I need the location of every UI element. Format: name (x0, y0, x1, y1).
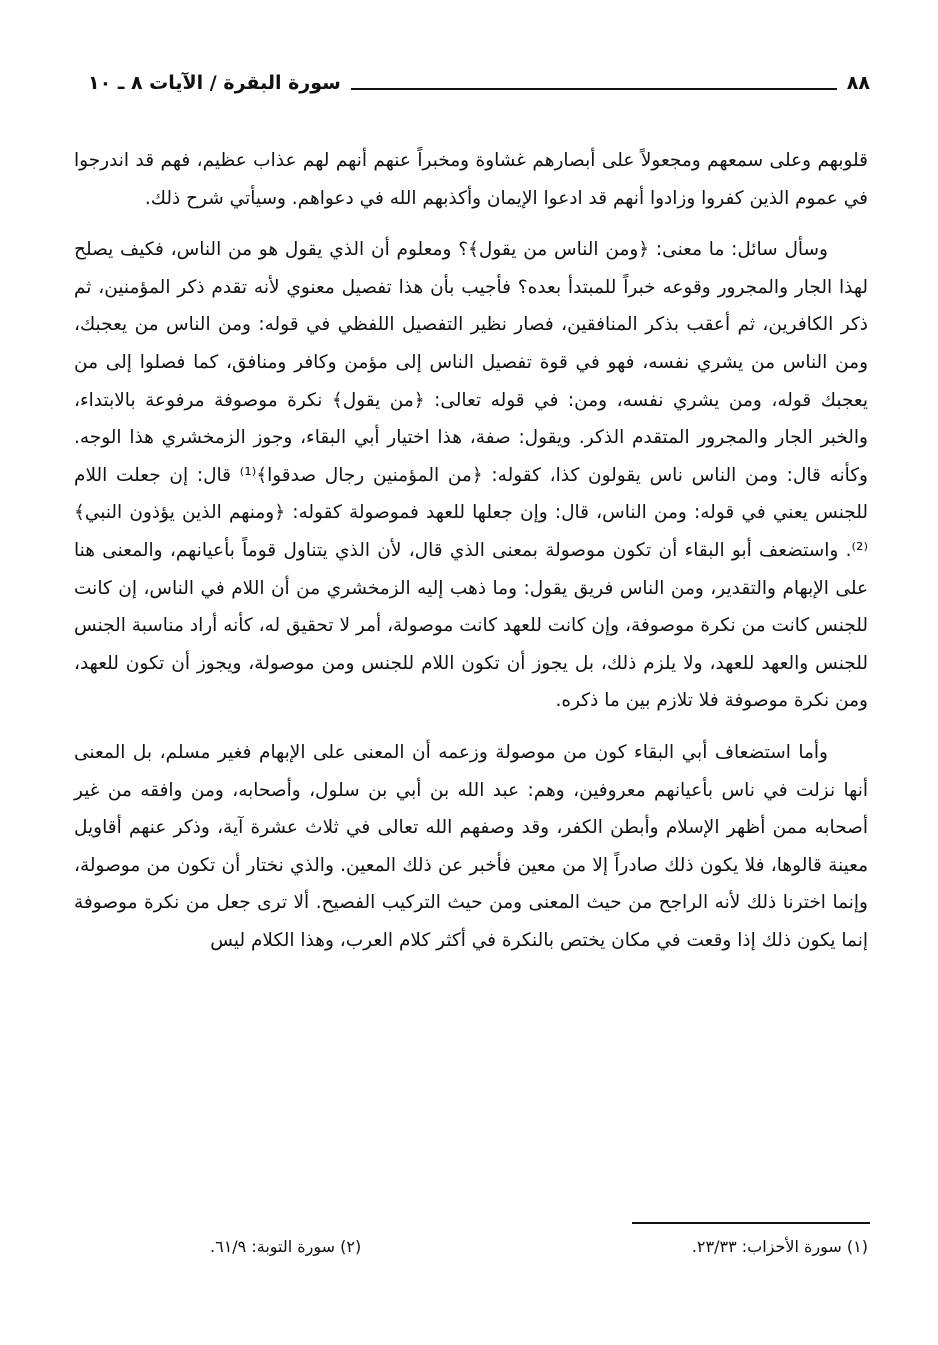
main-text (74, 142, 868, 959)
paragraph-1: قلوبهم وعلى سمعهم ومجعولاً على أبصارهم غشاوة ومخبراً عنهم أنهم لهم عذاب عظيم، فهم قد اندرجوا في عموم الذين كفروا وزادوا أنهم قد ادعوا الإيمان وأكذبهم الله في دعواهم. وسيأتي شرح ذلك. (74, 150, 868, 209)
header-rule (351, 88, 837, 90)
paragraph-2: وسأل سائل: ما معنى: ﴿ومن الناس من يقول﴾؟ ومعلوم أن الذي يقول هو من الناس، فكيف يصلح لهذا الجار والمجرور وقوعه خبراً للمبتدأ بعده؟ فأجيب بأن هذا تفصيل معنوي لأنه تقدم ذكر المؤمنين، ثم ذكر الكافرين، ثم أعقب بذكر المنافقين، فصار نظير التفصيل اللفظي في قوله: ومن الناس من يعجبك، ومن الناس من يشري نفسه، فهو في قوة تفصيل الناس إلى مؤمن وكافر ومنافق، كما فصلوا إلى من يعجبك قوله، ومن يشري نفسه، ومن: في قوله تعالى: ﴿من يقول﴾ نكرة موصوفة مرفوعة بالابتداء، والخبر الجار والمجرور المتقدم الذكر. ويقول: صفة، هذا اختيار أبي البقاء، وجوز الزمخشري هذا الوجه. وكأنه قال: ومن الناس ناس يقولون كذا، كقوله: ﴿من المؤمنين رجال صدقوا﴾⁽¹⁾ قال: إن جعلت اللام للجنس يعني في قوله: ومن الناس، قال: وإن جعلها للعهد فموصولة كقوله: ﴿ومنهم الذين يؤذون النبي﴾⁽²⁾. واستضعف أبو البقاء أن تكون موصولة بمعنى الذي قال، لأن الذي يتناول قوماً بأعيانهم، والمعنى هنا على الإبهام والتقدير، ومن الناس فريق يقول: وما ذهب إليه الزمخشري من أن اللام في الناس، إن كانت للجنس كانت من نكرة موصوفة، وإن كانت للعهد كانت موصولة، أمر لا تحقيق له، كأنه أراد مناسبة الجنس للجنس والعهد للعهد، ولا يلزم ذلك، بل يجوز أن تكون اللام للجنس ومن موصولة، ويجوز أن تكون للعهد، ومن نكرة موصوفة فلا تلازم بين ما ذكره. (74, 239, 868, 712)
page-header (88, 62, 870, 98)
footnotes (210, 1233, 868, 1261)
running-title: سورة البقرة / الآيات ٨ ـ ١٠ (88, 72, 341, 94)
page-number: ٨٨ (846, 72, 870, 94)
footnote-separator (632, 1222, 870, 1224)
footnote-1: (١) سورة الأحزاب: ٢٣/٣٣. (691, 1237, 868, 1256)
paragraph-3: وأما استضعاف أبي البقاء كون من موصولة وزعمه أن المعنى على الإبهام فغير مسلم، بل المعنى أنها نزلت في ناس بأعيانهم معروفين، وهم: عبد الله بن أبي بن سلول، وأصحابه، ومن وافقه من غير أصحابه ممن أظهر الإسلام وأبطن الكفر، وقد وصفهم الله تعالى في ثلاث عشرة آية، وذكر عنهم أقاويل معينة قالوها، فلا يكون ذلك صادراً إلا من معين فأخبر عن ذلك المعين. والذي نختار أن تكون من موصولة، وإنما اخترنا ذلك لأنه الراجح من حيث المعنى ومن حيث التركيب الفصيح. ألا ترى جعل من نكرة موصوفة إنما يكون ذلك إذا وقعت في مكان يختص بالنكرة في أكثر كلام العرب، وهذا الكلام ليس (74, 741, 868, 951)
footnote-2: (٢) سورة التوبة: ٦١/٩. (210, 1237, 362, 1256)
